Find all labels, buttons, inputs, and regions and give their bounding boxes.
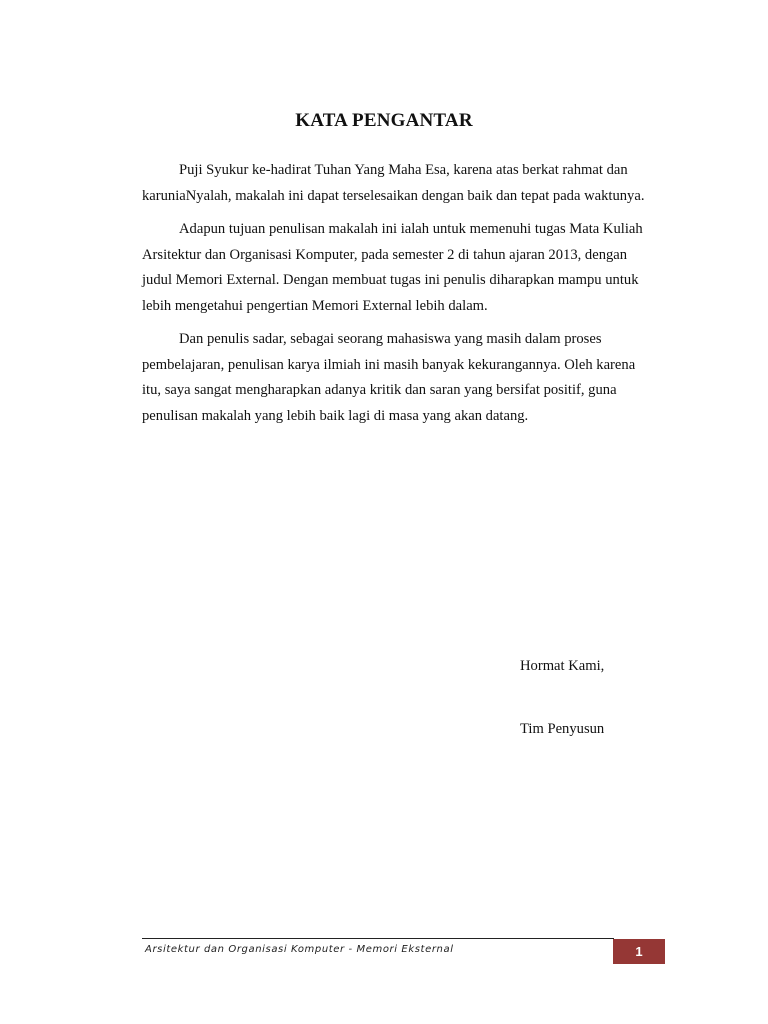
page-number-badge: 1 — [613, 939, 665, 964]
paragraph-purpose: Adapun tujuan penulisan makalah ini ialah untuk memenuhi tugas Mata Kuliah Arsitektur dan Organisasi Komputer, pada semester 2 di tahun ajaran 2013, dengan judul Memori External. Dengan membuat tugas ini penulis diharapkan mampu untuk lebih mengetahui pengertian Memori External lebih dalam. — [142, 221, 643, 314]
closing-greeting: Hormat Kami, — [520, 658, 605, 674]
signatory-name: Tim Penyusun — [520, 721, 605, 737]
page-title: KATA PENGANTAR — [295, 110, 473, 131]
footer-divider — [142, 938, 614, 939]
body-text — [142, 158, 650, 437]
paragraph-opening: Puji Syukur ke-hadirat Tuhan Yang Maha Esa, karena atas berkat rahmat dan karuniaNyalah, makalah ini dapat terselesaikan dengan baik dan tepat pada waktunya. — [142, 162, 645, 204]
paragraph-closing: Dan penulis sadar, sebagai seorang mahasiswa yang masih dalam proses pembelajaran, penulisan karya ilmiah ini masih banyak kekurangannya. Oleh karena itu, saya sangat mengharapkan adanya kritik dan saran yang bersifat positif, guna penulisan makalah yang lebih baik lagi di masa yang akan datang. — [142, 331, 636, 424]
footer-text: Arsitektur dan Organisasi Komputer - Memori Eksternal — [145, 944, 454, 955]
